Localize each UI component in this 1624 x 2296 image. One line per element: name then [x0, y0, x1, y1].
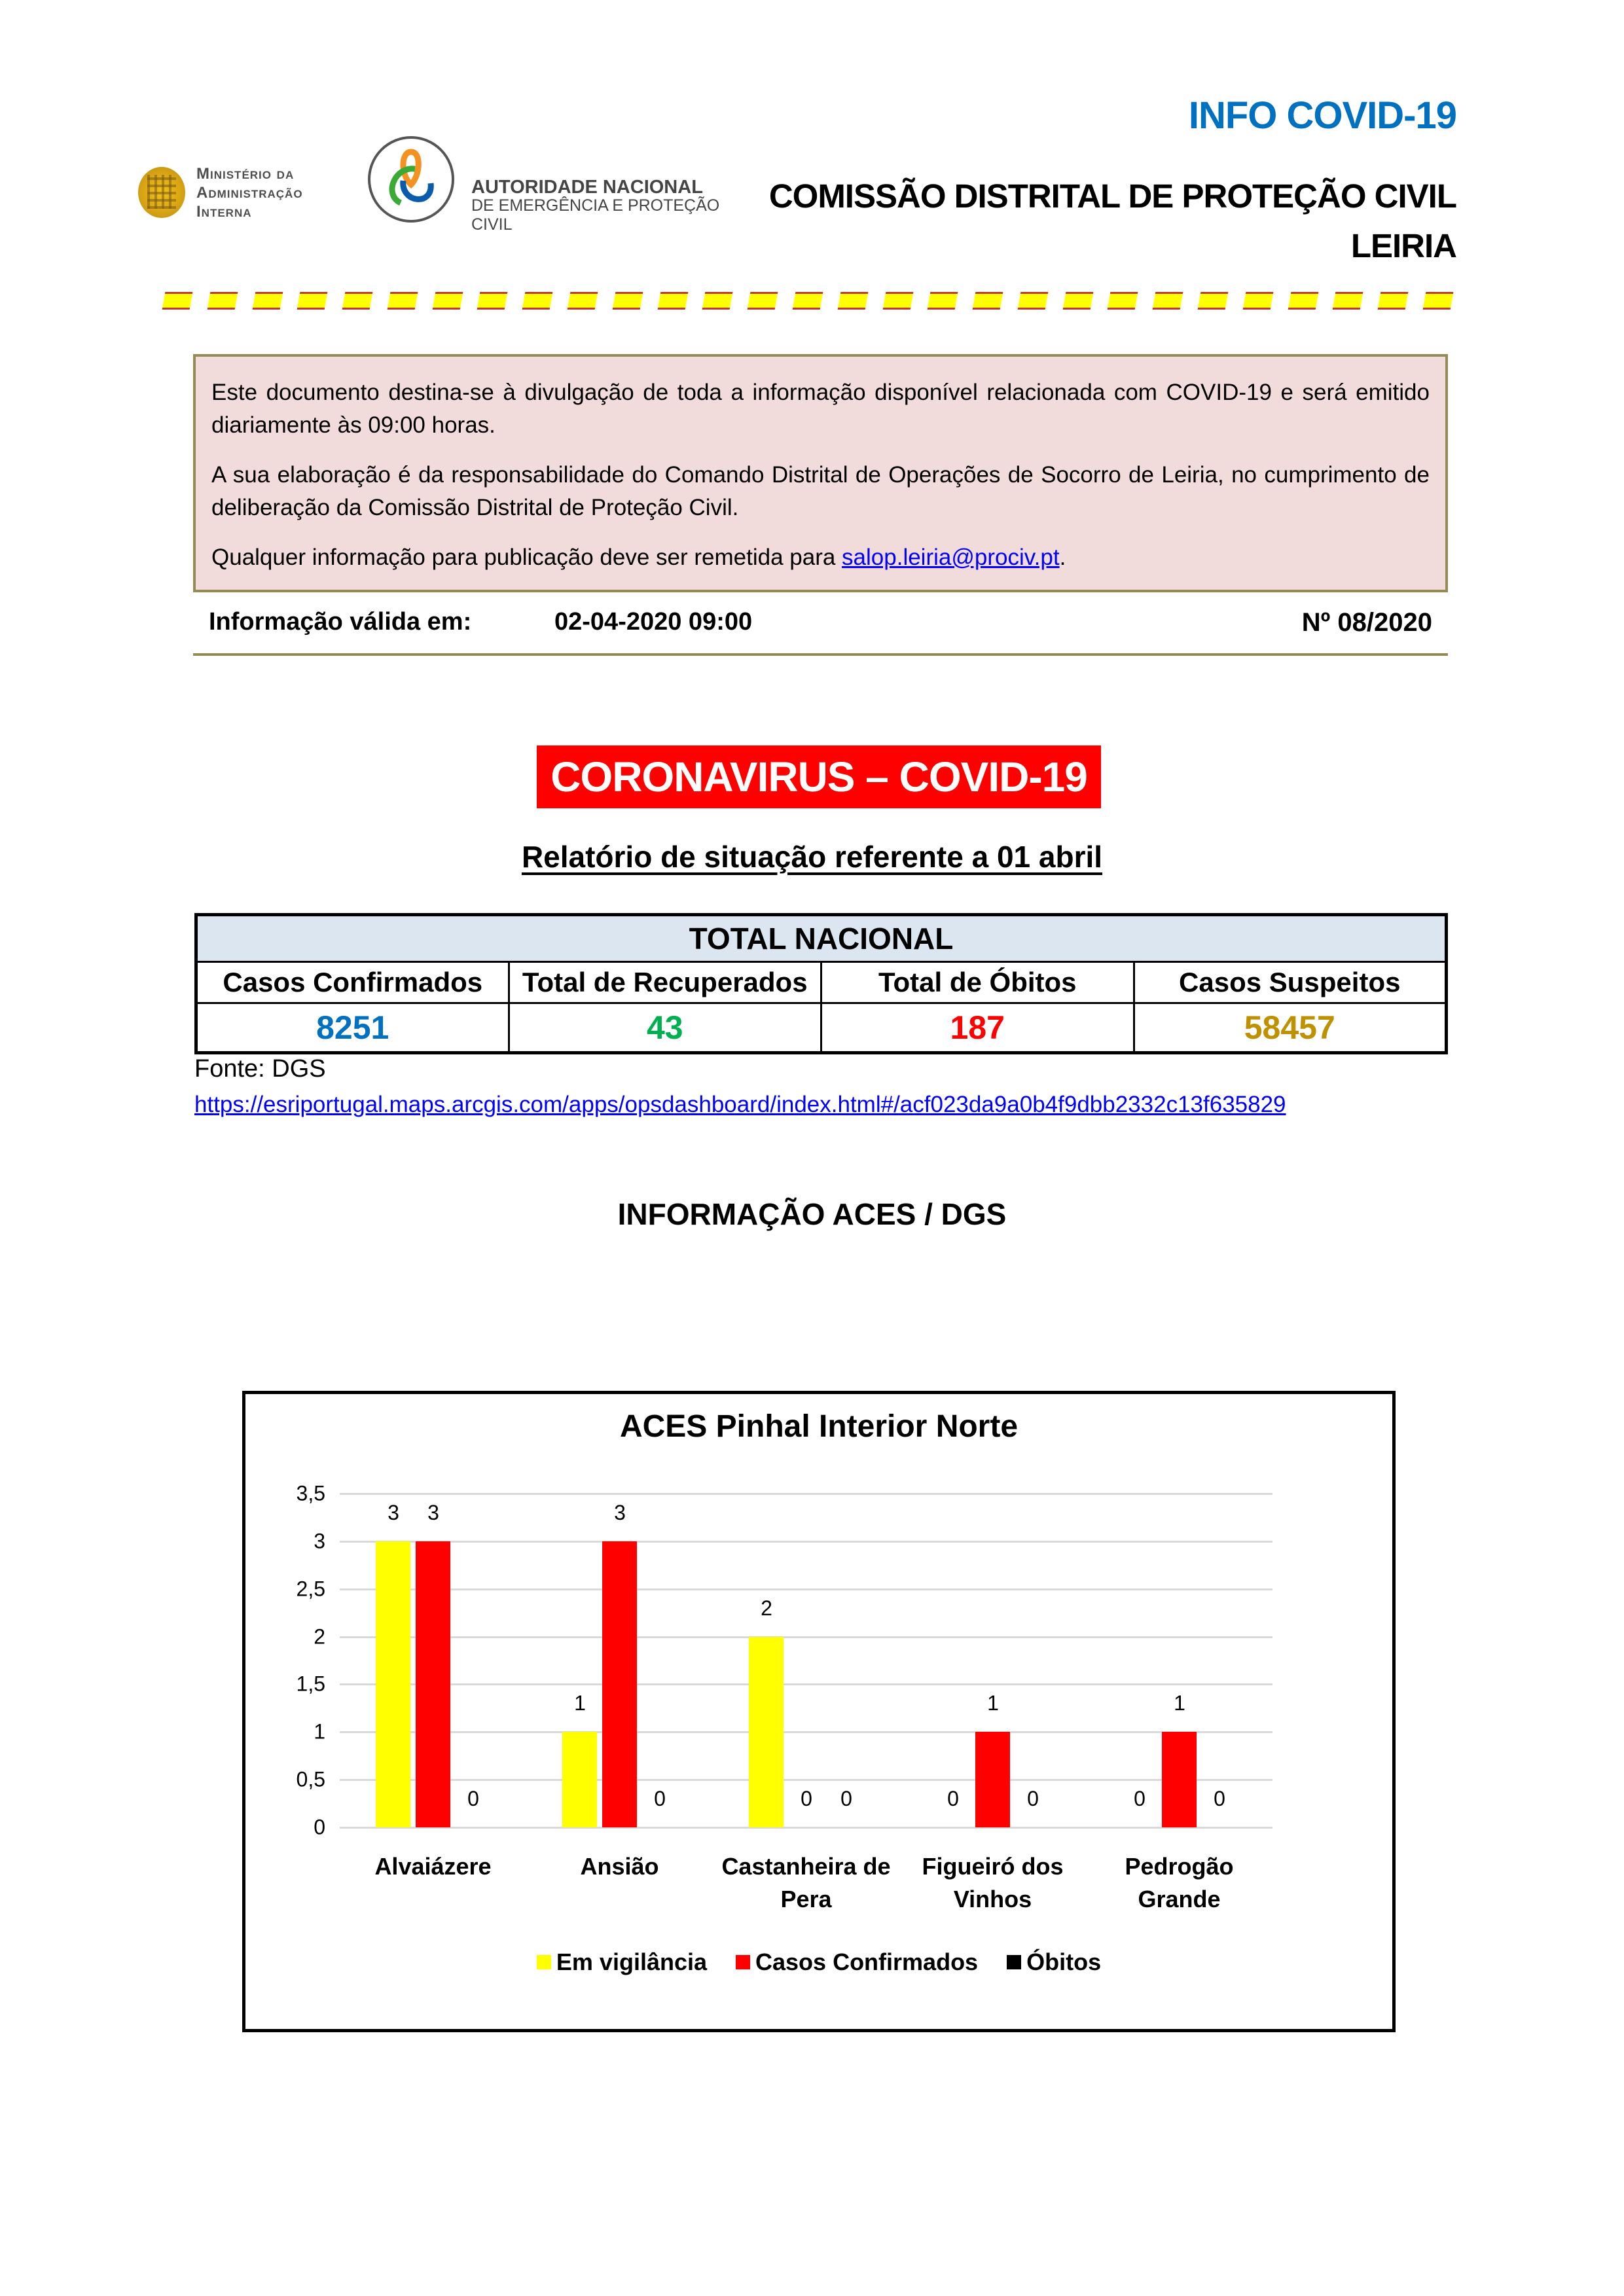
column-header: Casos Suspeitos	[1134, 962, 1447, 1003]
deaths-value: 187	[821, 1003, 1134, 1053]
stripe-segment	[1108, 292, 1138, 310]
report-number: Nº 08/2020	[1301, 608, 1432, 637]
stripe-segment	[297, 292, 328, 310]
x-axis-category-label: Pedrogão Grande	[1125, 1853, 1234, 1912]
bar	[602, 1541, 637, 1827]
chart-legend	[245, 1948, 1392, 1976]
bar-data-label: 2	[761, 1596, 772, 1620]
bar-data-label: 0	[654, 1787, 666, 1810]
gridline	[340, 1731, 1272, 1733]
stripe-segment	[1422, 292, 1453, 310]
legend-swatch-icon	[537, 1955, 551, 1969]
validity-datetime: 02-04-2020 09:00	[554, 608, 753, 636]
column-header: Casos Confirmados	[196, 962, 509, 1003]
table-title: TOTAL NACIONAL	[196, 915, 1447, 962]
bar-data-label: 3	[614, 1500, 626, 1524]
covid-banner: CORONAVIRUS – COVID-19	[537, 745, 1101, 808]
y-axis-tick-label: 3,5	[296, 1481, 325, 1505]
x-axis-category-label: Alvaiázere	[374, 1853, 492, 1880]
x-axis-category-label: Castanheira de Pera	[721, 1853, 891, 1912]
stripe-segment	[1153, 292, 1183, 310]
gridline	[340, 1493, 1272, 1495]
x-axis-category-label: Ansião	[580, 1853, 659, 1880]
bar-chart	[242, 1391, 1396, 2032]
suspected-cases-value: 58457	[1134, 1003, 1447, 1053]
logo-ministerio-administracao-interna	[134, 160, 331, 226]
anepc-logo-text-line1: AUTORIDADE NACIONAL	[471, 177, 703, 198]
legend-swatch-icon	[1007, 1955, 1021, 1969]
validity-label: Informação válida em:	[209, 608, 472, 636]
stripe-segment	[973, 292, 1003, 310]
bar-data-label: 0	[1134, 1787, 1146, 1810]
stripe-segment	[477, 292, 508, 310]
y-axis-tick-label: 2	[314, 1624, 325, 1649]
bar-data-label: 1	[987, 1691, 999, 1715]
legend-item	[1007, 1948, 1101, 1976]
stripe-segment	[522, 292, 553, 310]
gridline	[340, 1541, 1272, 1543]
mai-logo-text: Ministério da Administração Interna	[196, 165, 303, 221]
national-totals-table	[194, 913, 1448, 1054]
bar	[562, 1732, 597, 1827]
legend-label: Em vigilância	[556, 1948, 708, 1975]
stripe-segment	[432, 292, 463, 310]
bar-data-label: 0	[1214, 1787, 1225, 1810]
stripe-segment	[748, 292, 778, 310]
legend-label: Casos Confirmados	[755, 1948, 979, 1975]
notice-paragraph: Qualquer informação para publicação deve ser remetida para salop.leiria@prociv.pt.	[211, 545, 1066, 570]
bar	[416, 1541, 450, 1827]
stripe-segment	[1288, 292, 1318, 310]
bar-data-label: 1	[1174, 1691, 1185, 1715]
notice-box	[193, 354, 1448, 592]
organization-name: COMISSÃO DISTRITAL DE PROTEÇÃO CIVIL	[768, 177, 1456, 215]
stripe-segment	[388, 292, 418, 310]
stripe-segment	[568, 292, 598, 310]
stripe-segment	[657, 292, 688, 310]
y-axis-tick-label: 1	[314, 1719, 325, 1744]
bar-data-label: 0	[1027, 1787, 1039, 1810]
gridline	[340, 1588, 1272, 1590]
section-title: INFORMAÇÃO ACES / DGS	[617, 1197, 1007, 1231]
stripe-segment	[612, 292, 643, 310]
bar	[376, 1541, 410, 1827]
confirmed-cases-value: 8251	[196, 1003, 509, 1053]
source-label: Fonte: DGS	[194, 1055, 326, 1083]
legend-item	[736, 1948, 978, 1976]
district-name: LEIRIA	[1350, 227, 1456, 264]
decorative-stripe-divider	[164, 291, 1452, 312]
gridline	[340, 1779, 1272, 1781]
source-link[interactable]: https://esriportugal.maps.arcgis.com/apps/opsdashboard/index.html#/acf023da9a0b4f9dbb2332c13f635829	[194, 1092, 1286, 1117]
bar-data-label: 0	[947, 1787, 959, 1810]
stripe-segment	[793, 292, 823, 310]
bar-data-label: 3	[388, 1500, 399, 1524]
email-link[interactable]: salop.leiria@prociv.pt	[842, 545, 1060, 570]
bar-data-label: 0	[801, 1787, 812, 1810]
stripe-segment	[342, 292, 373, 310]
x-axis-category-label: Figueiró dos Vinhos	[922, 1853, 1064, 1912]
y-axis-tick-label: 2,5	[296, 1577, 325, 1601]
notice-paragraph: A sua elaboração é da responsabilidade do Comando Distrital de Operações de Socorro de Leiria, no cumprimento de deliberação da Comissão Distrital de Proteção Civil.	[211, 462, 1430, 520]
stripe-segment	[1378, 292, 1409, 310]
gridline	[340, 1827, 1272, 1829]
y-axis-tick-label: 0,5	[296, 1767, 325, 1791]
organization-title	[769, 171, 1456, 271]
stripe-segment	[1062, 292, 1093, 310]
bar	[749, 1637, 784, 1827]
stripe-segment	[162, 292, 193, 310]
bar	[1162, 1732, 1197, 1827]
stripe-segment	[882, 292, 913, 310]
report-subtitle: Relatório de situação referente a 01 abril	[521, 840, 1103, 874]
recovered-value: 43	[509, 1003, 821, 1053]
stripe-segment	[928, 292, 958, 310]
bar-data-label: 1	[574, 1691, 586, 1715]
stripe-segment	[1242, 292, 1273, 310]
gridline	[340, 1636, 1272, 1638]
bar-data-label: 3	[427, 1500, 439, 1524]
notice-paragraph: Este documento destina-se à divulgação de toda a informação disponível relacionada com COVID-19 e será emitido diariamente às 09:00 horas.	[211, 380, 1430, 438]
anepc-logo-text-line2: DE EMERGÊNCIA E PROTEÇÃO CIVIL	[471, 196, 720, 234]
chart-title: ACES Pinhal Interior Norte	[619, 1409, 1019, 1444]
y-axis-tick-label: 1,5	[296, 1672, 325, 1696]
logo-anepc	[368, 136, 761, 234]
column-header: Total de Recuperados	[509, 962, 821, 1003]
stripe-segment	[207, 292, 238, 310]
stripe-segment	[1333, 292, 1363, 310]
stripe-segment	[1198, 292, 1229, 310]
stripe-segment	[1017, 292, 1048, 310]
bar-data-label: 0	[467, 1787, 479, 1810]
validity-bar	[193, 592, 1448, 656]
y-axis-tick-label: 3	[314, 1529, 325, 1553]
info-covid-title: INFO COVID-19	[1188, 94, 1456, 137]
stripe-segment	[837, 292, 868, 310]
legend-label: Óbitos	[1026, 1948, 1102, 1975]
coat-of-arms-icon	[138, 167, 185, 218]
stripe-segment	[702, 292, 733, 310]
bar-data-label: 0	[840, 1787, 852, 1810]
y-axis-tick-label: 0	[314, 1815, 325, 1839]
gridline	[340, 1683, 1272, 1685]
legend-swatch-icon	[736, 1955, 750, 1969]
legend-item	[537, 1948, 707, 1976]
stripe-segment	[252, 292, 283, 310]
chart-plot-area	[296, 1481, 1272, 1912]
bar	[975, 1732, 1010, 1827]
column-header: Total de Óbitos	[821, 962, 1134, 1003]
triple-ring-icon	[368, 136, 454, 223]
